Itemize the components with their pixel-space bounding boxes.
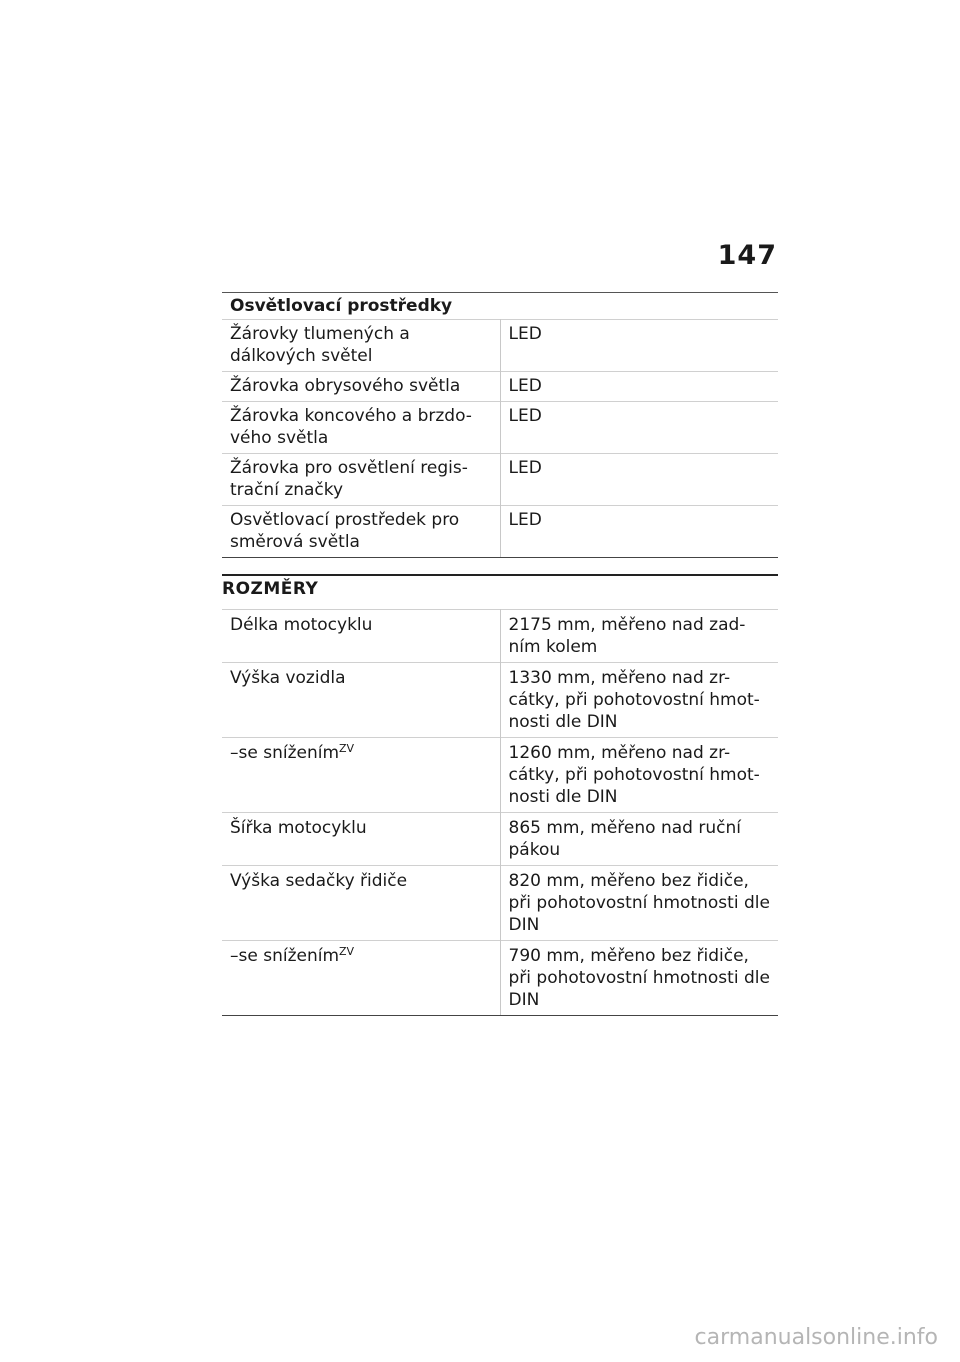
table-row xyxy=(222,372,778,402)
table-row xyxy=(222,813,778,866)
row-label-text: –se snížením xyxy=(230,946,340,966)
row-label: Žárovka pro osvětlení regis-trační značky xyxy=(222,454,500,506)
row-value: LED xyxy=(500,402,778,454)
row-label xyxy=(222,866,500,941)
table-row xyxy=(222,941,778,1016)
row-label xyxy=(222,813,500,866)
table-row xyxy=(222,320,778,372)
row-label xyxy=(222,663,500,738)
section-heading-dimensions: ROZMĚRY xyxy=(222,574,778,609)
row-label-text: Šířka motocyklu xyxy=(230,818,367,838)
row-label xyxy=(222,941,500,1016)
row-label xyxy=(222,610,500,663)
table-row xyxy=(222,738,778,813)
row-label: Žárovky tlumených a dálkových světel xyxy=(222,320,500,372)
superscript-note: ZV xyxy=(339,945,355,958)
row-value: LED xyxy=(500,454,778,506)
row-label-text: –se snížením xyxy=(230,743,340,763)
watermark: carmanualsonline.info xyxy=(694,1325,938,1350)
dimensions-table xyxy=(222,609,778,1016)
row-value: LED xyxy=(500,372,778,402)
row-label xyxy=(222,738,500,813)
table-row xyxy=(222,663,778,738)
table-row xyxy=(222,506,778,558)
row-value: 865 mm, měřeno nad ruční pákou xyxy=(500,813,778,866)
row-value: 790 mm, měřeno bez řidiče, při pohotovostní hmotnosti dle DIN xyxy=(500,941,778,1016)
table-row xyxy=(222,866,778,941)
row-label: Žárovka obrysového světla xyxy=(222,372,500,402)
table-row xyxy=(222,610,778,663)
row-label-text: Délka motocyklu xyxy=(230,615,373,635)
row-label: Žárovka koncového a brzdo-vého světla xyxy=(222,402,500,454)
row-value: 1260 mm, měřeno nad zr-cátky, při pohotovostní hmot-nosti dle DIN xyxy=(500,738,778,813)
lighting-table-title: Osvětlovací prostředky xyxy=(222,293,778,320)
row-value: 820 mm, měřeno bez řidiče, při pohotovostní hmotnosti dle DIN xyxy=(500,866,778,941)
row-label-text: Výška vozidla xyxy=(230,668,346,688)
page-content xyxy=(222,292,778,1016)
row-value: 2175 mm, měřeno nad zad-ním kolem xyxy=(500,610,778,663)
page-number: 147 xyxy=(717,240,777,271)
lighting-table xyxy=(222,292,778,558)
row-value: 1330 mm, měřeno nad zr-cátky, při pohotovostní hmot-nosti dle DIN xyxy=(500,663,778,738)
row-value: LED xyxy=(500,506,778,558)
table-row xyxy=(222,454,778,506)
superscript-note: ZV xyxy=(339,742,355,755)
row-value: LED xyxy=(500,320,778,372)
row-label-text: Výška sedačky řidiče xyxy=(230,871,408,891)
table-row xyxy=(222,402,778,454)
row-label: Osvětlovací prostředek pro směrová světla xyxy=(222,506,500,558)
